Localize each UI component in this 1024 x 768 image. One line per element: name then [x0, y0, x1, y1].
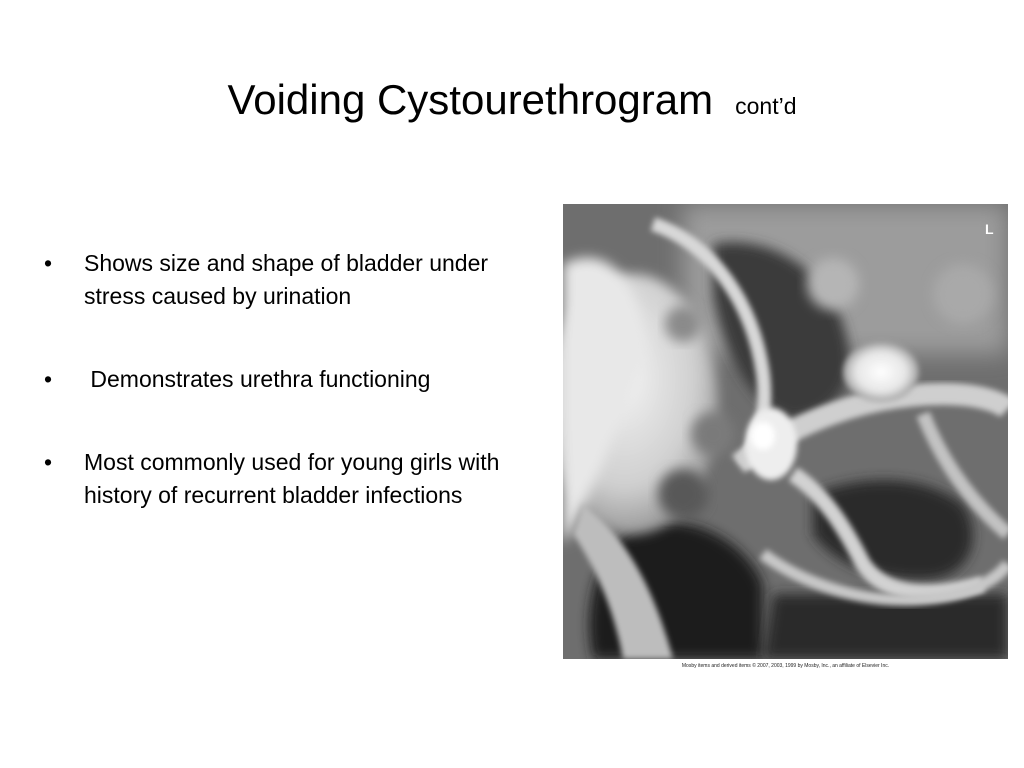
- slide-title: [0, 74, 1024, 126]
- bullet-text: Shows size and shape of bladder under stress caused by urination: [84, 250, 489, 309]
- xray-image: [563, 204, 1008, 659]
- bullet-item: [44, 247, 524, 313]
- title-main: Voiding Cystourethrogram: [227, 76, 714, 123]
- bullet-list: [44, 247, 524, 562]
- bullet-dot: •: [44, 366, 53, 392]
- xray-corner-label: L: [985, 221, 994, 237]
- bullet-item: [44, 363, 524, 396]
- image-credit: Mosby items and derived items © 2007, 2003, 1999 by Mosby, Inc., an affiliate of Elsevier Inc.: [681, 663, 890, 669]
- title-suffix: cont’d: [735, 93, 797, 119]
- bullet-item: [44, 446, 524, 512]
- bullet-text: Most commonly used for young girls with history of recurrent bladder infections: [84, 449, 500, 508]
- bullet-text: Demonstrates urethra functioning: [84, 366, 431, 392]
- bullet-dot: •: [44, 449, 53, 475]
- bullet-dot: •: [44, 250, 53, 276]
